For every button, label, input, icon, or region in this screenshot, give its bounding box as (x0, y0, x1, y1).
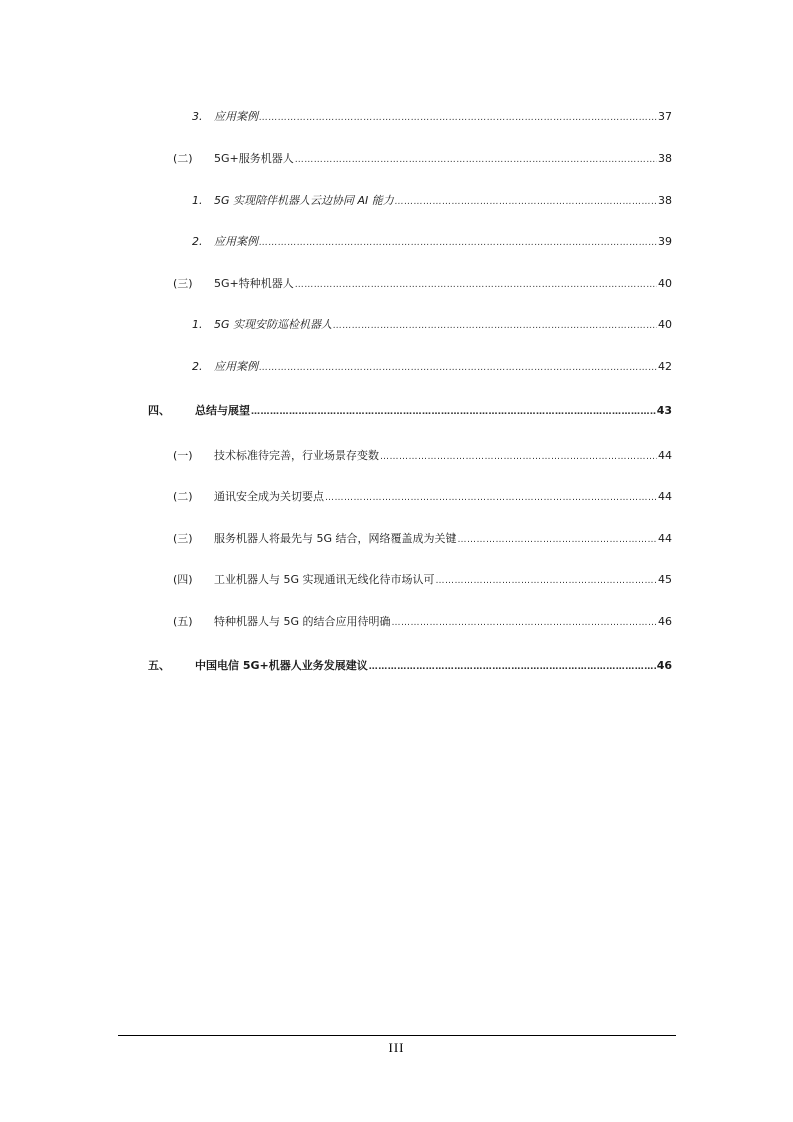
toc-entry[interactable] (192, 194, 672, 209)
toc-entry-page: 40 (658, 318, 672, 331)
dot-leader (259, 111, 657, 125)
toc-entry[interactable] (173, 490, 672, 505)
toc-entry-number: 1. (192, 194, 203, 207)
page-number: III (388, 1040, 405, 1055)
toc-entry-title: 服务机器人将最先与 5G 结合，网络覆盖成为关键 (214, 532, 457, 545)
toc-entry-number: 2. (192, 360, 203, 373)
toc-entry-page: 44 (658, 490, 672, 503)
toc-entry[interactable] (192, 360, 672, 375)
toc-entry[interactable] (173, 573, 672, 588)
toc-entry-page: 42 (658, 360, 672, 373)
dot-leader (369, 660, 656, 674)
toc-entry-number: (二) (173, 152, 193, 165)
toc-entry[interactable] (148, 659, 672, 674)
dot-leader (259, 361, 657, 375)
toc-entry-page: 43 (656, 404, 672, 417)
toc-entry-title: 技术标准待完善，行业场景存变数 (214, 449, 379, 462)
toc-entry[interactable] (192, 235, 672, 250)
dot-leader (259, 236, 657, 250)
toc-entry-page: 40 (658, 277, 672, 290)
toc-entry-title: 应用案例 (214, 110, 258, 123)
toc-entry-title: 工业机器人与 5G 实现通讯无线化待市场认可 (214, 573, 435, 586)
toc-entry[interactable] (192, 110, 672, 125)
toc-entry-title: 中国电信 5G+机器人业务发展建议 (195, 659, 368, 672)
toc-entry-title: 5G 实现安防巡检机器人 (214, 318, 333, 331)
toc-entry-page: 45 (658, 573, 672, 586)
toc-entry[interactable] (173, 277, 672, 292)
toc-entry-number: 五、 (148, 659, 170, 672)
footer-divider (118, 1035, 676, 1036)
toc-entry-title: 总结与展望 (195, 404, 250, 417)
dot-leader (380, 450, 657, 464)
dot-leader (251, 405, 656, 419)
toc-entry-title: 5G 实现陪伴机器人云边协同 AI 能力 (214, 194, 394, 207)
toc-entry-number: (三) (173, 532, 193, 545)
dot-leader (325, 491, 657, 505)
toc-entry-title: 应用案例 (214, 235, 258, 248)
toc-entry[interactable] (173, 449, 672, 464)
toc-entry-page: 44 (658, 449, 672, 462)
toc-entry-title: 应用案例 (214, 360, 258, 373)
toc-entry-page: 46 (658, 615, 672, 628)
toc-entry[interactable] (173, 615, 672, 630)
toc-entry-number: (四) (173, 573, 193, 586)
dot-leader (395, 195, 657, 209)
toc-entry-number: 2. (192, 235, 203, 248)
toc-entry-number: 四、 (148, 404, 170, 417)
toc-entry-page: 38 (658, 194, 672, 207)
toc-entry-number: 3. (192, 110, 203, 123)
toc-entry-number: (一) (173, 449, 193, 462)
dot-leader (333, 319, 657, 333)
toc-entry[interactable] (173, 532, 672, 547)
dot-leader (295, 153, 657, 167)
toc-entry[interactable] (192, 318, 672, 333)
toc-entry-number: (二) (173, 490, 193, 503)
dot-leader (392, 616, 657, 630)
dot-leader (458, 533, 657, 547)
toc-entry-title: 5G+特种机器人 (214, 277, 294, 290)
toc-entry-page: 38 (658, 152, 672, 165)
dot-leader (436, 574, 657, 588)
toc-entry-title: 5G+服务机器人 (214, 152, 294, 165)
toc-entry-page: 44 (658, 532, 672, 545)
toc-entry-number: 1. (192, 318, 203, 331)
toc-entry-number: (三) (173, 277, 193, 290)
toc-entry-page: 37 (658, 110, 672, 123)
dot-leader (295, 278, 657, 292)
toc-entry-page: 46 (656, 659, 672, 672)
toc-entry[interactable] (148, 404, 672, 419)
toc-entry-number: (五) (173, 615, 193, 628)
toc-entry[interactable] (173, 152, 672, 167)
toc-entry-title: 通讯安全成为关切要点 (214, 490, 324, 503)
toc-entry-title: 特种机器人与 5G 的结合应用待明确 (214, 615, 391, 628)
toc-entry-page: 39 (658, 235, 672, 248)
